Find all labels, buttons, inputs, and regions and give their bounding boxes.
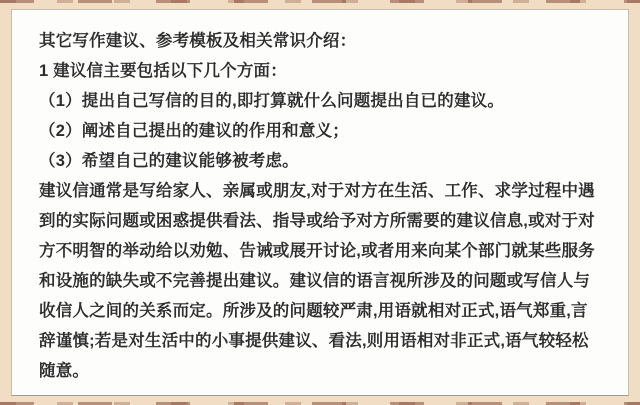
paragraph-line-7: 随意。 <box>39 362 90 380</box>
paragraph-line-5: 收信人之间的关系而定。所涉及的问题较严肃,用语就相对正式,语气郑重,言 <box>39 302 588 320</box>
paragraph-line-2: 到的实际问题或困惑提供看法、指导或给予对方所需要的建议信息,或对于对 <box>39 212 595 230</box>
document-heading: 其它写作建议、参考模板及相关常识介绍： <box>39 32 357 50</box>
top-edge-ornament <box>0 0 640 3</box>
list-item-1: （1）提出自己写信的目的,即打算就什么问题提出自已的建议。 <box>39 92 505 110</box>
list-item-2: （2）阐述自己提出的建议的作用和意义； <box>39 122 349 140</box>
list-intro: 1 建议信主要包括以下几个方面： <box>39 62 287 80</box>
paragraph-line-1: 建议信通常是写给家人、亲属或朋友,对于对方在生活、工作、求学过程中遇 <box>39 182 595 200</box>
list-item-3: （3）希望自己的建议能够被考虑。 <box>39 152 299 170</box>
paragraph-line-3: 方不明智的举动给以劝勉、告诫或展开讨论,或者用来向某个部门就某些服务 <box>39 242 595 260</box>
document-content <box>39 26 608 386</box>
paragraph-line-4: 和设施的缺失或不完善提出建议。建议信的语言视所涉及的问题或写信人与 <box>39 272 591 290</box>
document-page <box>11 9 629 396</box>
paragraph-line-6: 辞谨慎;若是对生活中的小事提供建议、看法,则用语相对非正式,语气较轻松 <box>39 332 589 350</box>
